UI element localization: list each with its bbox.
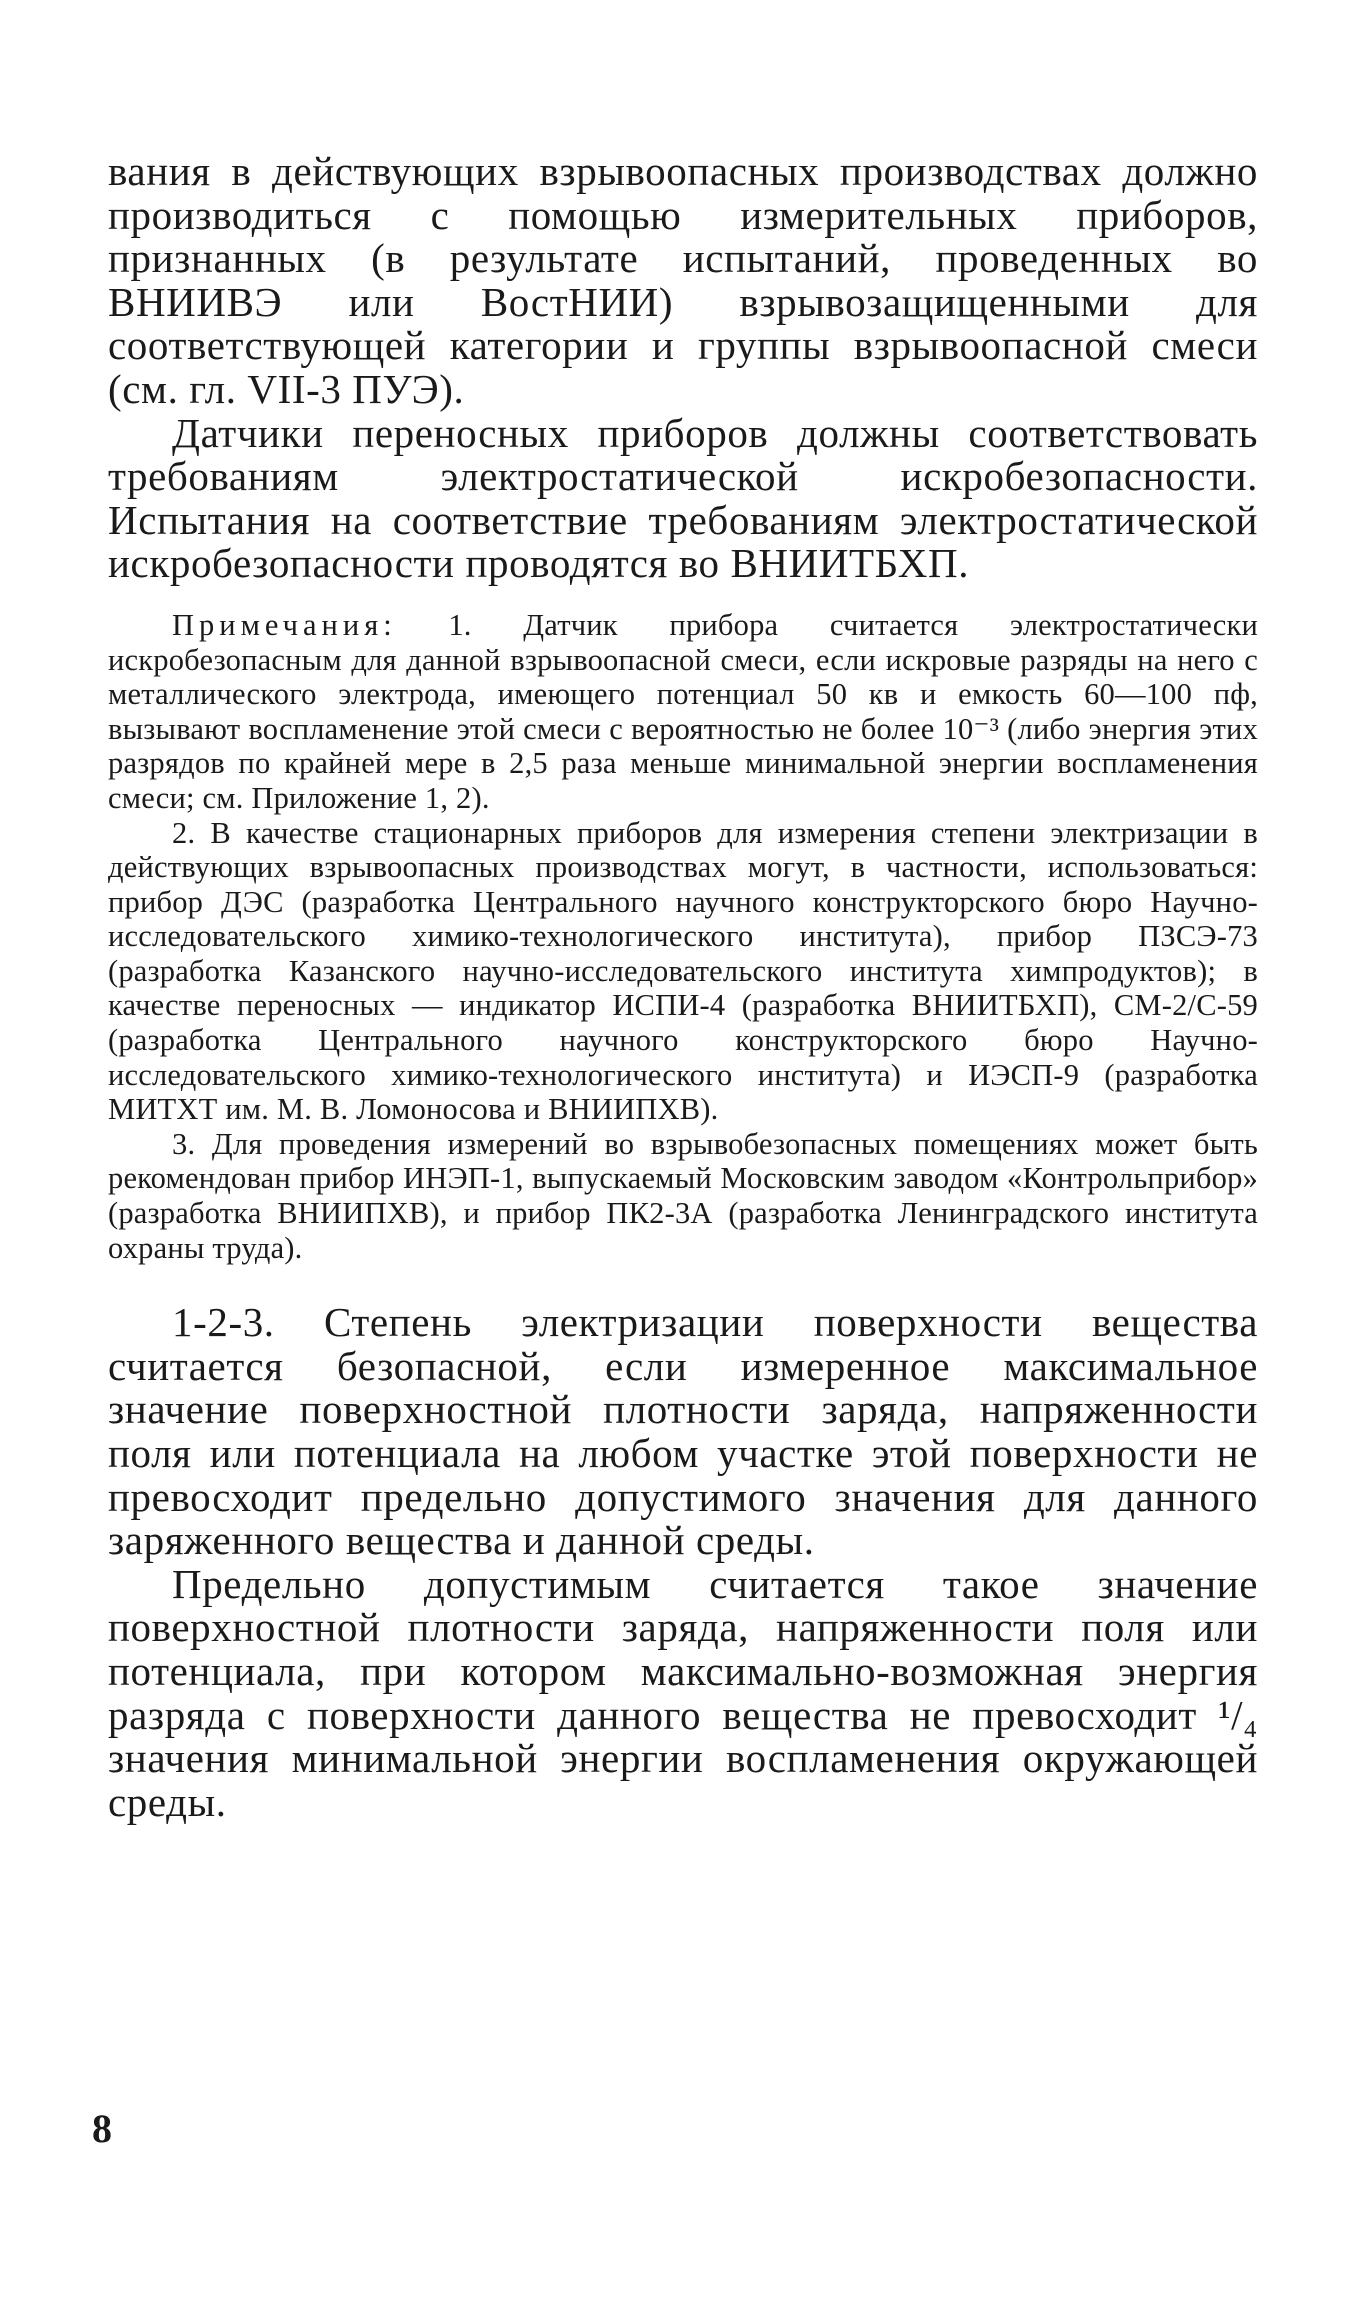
notes-block bbox=[108, 608, 1258, 1265]
page-body bbox=[108, 150, 1258, 1824]
note-2: 2. В качестве стационарных приборов для измерения степени электризации в действующих взрывоопасных производствах могут, в частности, использоваться: прибор ДЭС (разработка Центрального научного конструкторского бюро Научно-исследовательского химико-технологического института), прибор ПЗСЭ-73 (разработка Казанского научно-исследовательского института химпродуктов); в качестве переносных — индикатор ИСПИ-4 (разработка ВНИИТБХП), СМ-2/С-59 (разработка Центрального научного конструкторского бюро Научно-исследовательского химико-технологического института) и ИЭСП-9 (разработка МИТХТ им. М. В. Ломоносова и ВНИИПХВ). bbox=[108, 815, 1258, 1127]
note-3: 3. Для проведения измерений во взрывобезопасных помещениях может быть рекомендован прибор ИНЭП-1, выпускаемый Московским заводом «Контрольприбор» (разработка ВНИИПХВ), и прибор ПК2-3А (разработка Ленинградского института охраны труда). bbox=[108, 1126, 1258, 1265]
notes-label: Примечания: bbox=[172, 607, 397, 642]
paragraph-continuation: вания в действующих взрывоопасных производствах должно производиться с помощью измерительных приборов, признанных (в результате испытаний, проведенных во ВНИИВЭ или ВостНИИ) взрывозащищенными для соответствующей категории и группы взрывоопасной смеси (см. гл. VII-3 ПУЭ). bbox=[108, 148, 1258, 412]
page-number: 8 bbox=[92, 2106, 112, 2151]
note-1-text: 1. Датчик прибора считается электростатически искробезопасным для данной взрывоопасной смеси, если искровые разряды на него с металлического электрода, имеющего потенциал 50 кв и емкость 60—100 пф, вызывают воспламенение этой смеси с вероятностью не более 10⁻³ (либо энергия этих разрядов по крайней мере в 2,5 раза меньше минимальной энергии воспламенения смеси; см. Приложение 1, 2). bbox=[108, 607, 1258, 815]
paragraph-sensors: Датчики переносных приборов должны соответствовать требованиям электростатической искробезопасности. Испытания на соответствие требованиям электростатической искробезопасности проводятся во ВНИИТБХП. bbox=[108, 409, 1258, 587]
note-1 bbox=[108, 608, 1258, 816]
paragraph-limit-definition: Предельно допустимым считается такое значение поверхностной плотности заряда, напряженности поля или потенциала, при котором максимально-возможная энергия разряда с поверхности данного вещества не превосходит ¹/₄ значения минимальной энергии воспламенения окружающей среды. bbox=[108, 1560, 1258, 1825]
spacer bbox=[108, 586, 1258, 608]
spacer bbox=[108, 1265, 1258, 1301]
paragraph-section-1-2-3: 1-2-3. Степень электризации поверхности вещества считается безопасной, если измеренное максимальное значение поверхностной плотности заряда, напряженности поля или потенциала на любом участке этой поверхности не превосходит предельно допустимого значения для данного заряженного вещества и данной среды. bbox=[108, 1299, 1258, 1564]
